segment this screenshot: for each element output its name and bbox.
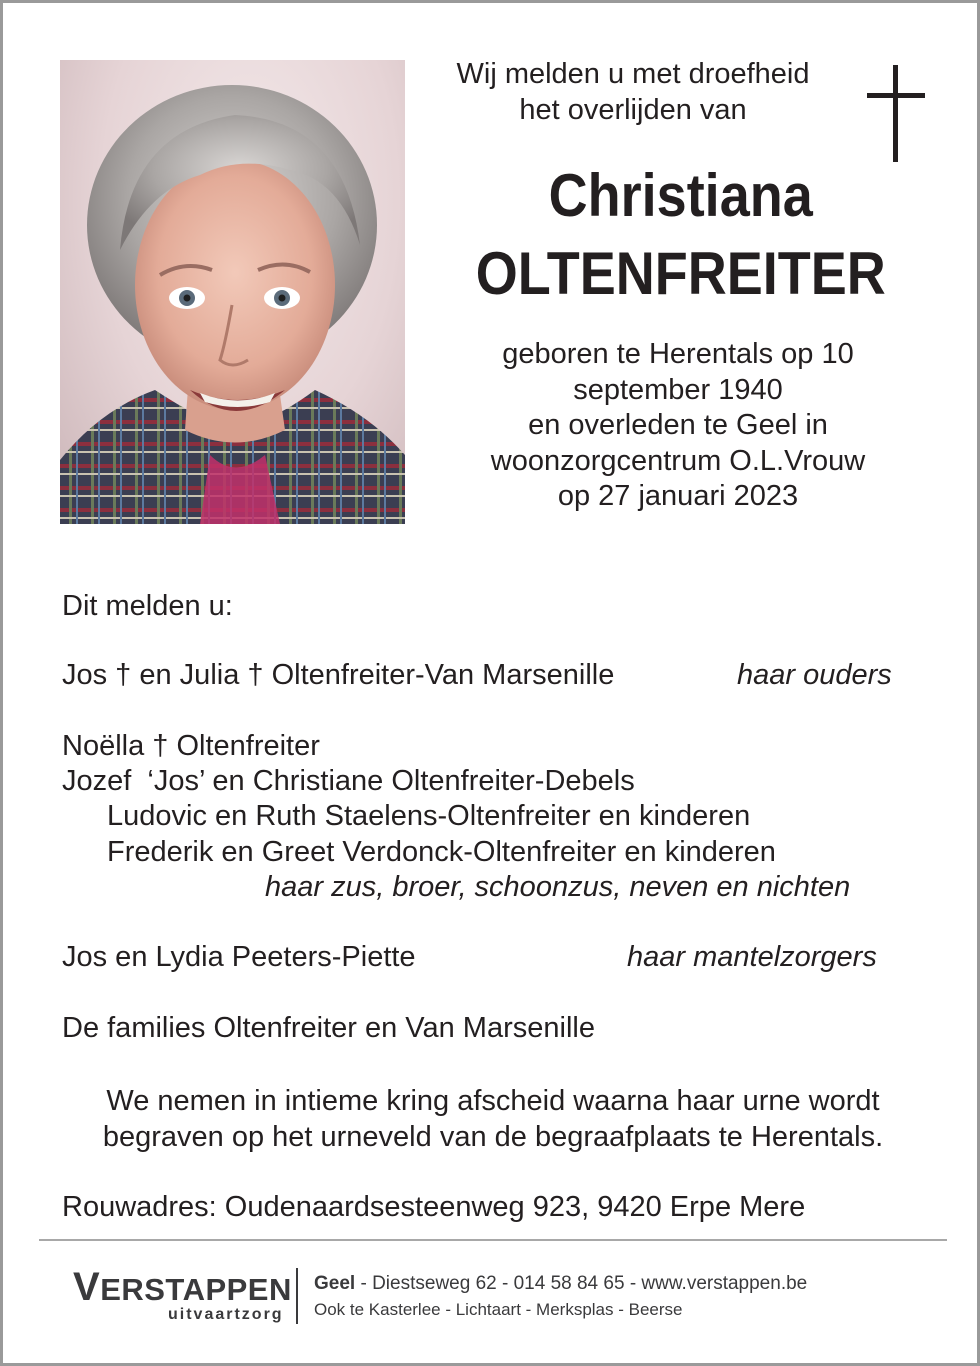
- families-line: De families Oltenfreiter en Van Marsenille: [62, 1012, 595, 1044]
- intro-line-2: het overlijden van: [519, 94, 747, 126]
- nephew-family-2: Frederik en Greet Verdonck-Oltenfreiter en kinderen: [107, 836, 776, 868]
- family-intro: Dit melden u:: [62, 590, 233, 622]
- dates-line-5: op 27 januari 2023: [557, 480, 799, 512]
- farewell-line-1: We nemen in intieme kring afscheid waarna haar urne wordt: [106, 1085, 880, 1117]
- sibling-2: Jozef ‘Jos’ en Christiane Oltenfreiter-Debels: [62, 765, 635, 797]
- farewell-notice: [43, 1083, 943, 1155]
- logo-separator: [296, 1268, 298, 1324]
- farewell-line-2: begraven op het urneveld van de begraafplaats te Herentals.: [102, 1121, 884, 1153]
- dates-line-1: geboren te Herentals op 10: [502, 338, 854, 370]
- intro-line-1: Wij melden u met droefheid: [456, 58, 810, 90]
- caregivers-role: haar mantelzorgers: [627, 941, 877, 973]
- logo-subtitle: uitvaartzorg: [168, 1306, 284, 1323]
- siblings-role: haar zus, broer, schoonzus, neven en nichten: [265, 871, 851, 903]
- announcement-intro: [423, 56, 843, 128]
- birth-death-details: [443, 337, 913, 515]
- mourning-address: Rouwadres: Oudenaardsesteenweg 923, 9420 Erpe Mere: [62, 1191, 806, 1223]
- nephew-family-1: Ludovic en Ruth Staelens-Oltenfreiter en kinderen: [107, 800, 751, 832]
- caregivers-names: Jos en Lydia Peeters-Piette: [62, 941, 416, 973]
- parents-role: haar ouders: [737, 659, 892, 691]
- dates-line-3: en overleden te Geel in: [528, 409, 828, 441]
- latin-cross-icon: [867, 65, 925, 162]
- funeral-home-branches: Ook te Kasterlee - Lichtaart - Merksplas - Beerse: [314, 1300, 683, 1319]
- deceased-last-name: OLTENFREITER: [475, 240, 886, 307]
- dates-line-2: september 1940: [573, 373, 783, 406]
- footer-divider: [39, 1239, 947, 1241]
- funeral-home-details: - Diestseweg 62 - 014 58 84 65 - www.verstappen.be: [355, 1273, 808, 1294]
- portrait-photo: [60, 60, 405, 524]
- logo-rest: ERSTAPPEN: [100, 1272, 292, 1307]
- dates-line-4: woonzorgcentrum O.L.Vrouw: [490, 444, 866, 477]
- parents-names: Jos † en Julia † Oltenfreiter-Van Marsenille: [62, 659, 615, 691]
- logo-initial: V: [73, 1265, 101, 1309]
- funeral-home-logo: [73, 1265, 292, 1310]
- funeral-home-city: Geel: [314, 1273, 356, 1294]
- sibling-1: Noëlla † Oltenfreiter: [62, 730, 320, 762]
- funeral-home-contact: [314, 1273, 807, 1295]
- deceased-first-name: Christiana: [548, 162, 813, 229]
